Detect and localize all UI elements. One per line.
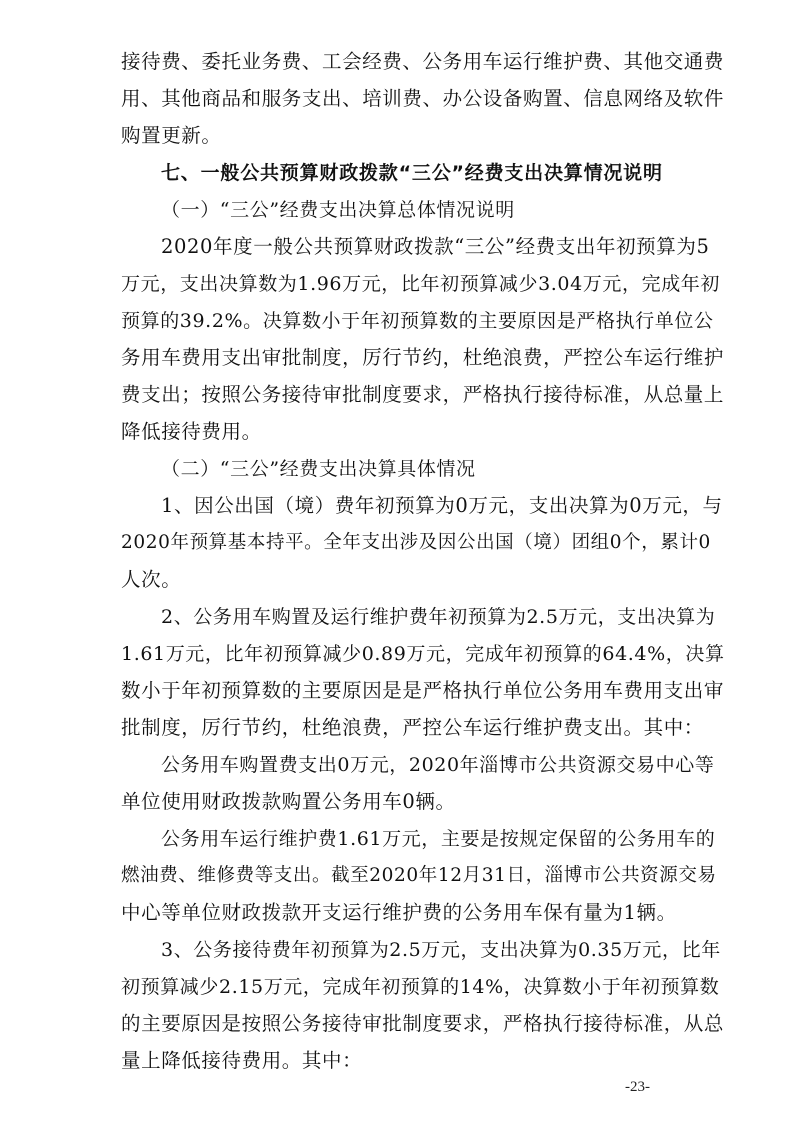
text-line: 单位使用财政拨款购置公务用车0辆。 (121, 790, 456, 813)
text-line: 务用车费用支出审批制度，厉行节约，杜绝浪费，严控公车运行维护 (121, 346, 725, 369)
text-line: 人次。 (121, 568, 182, 591)
text-line: 2020年度一般公共预算财政拨款“三公”经费支出年初预算为5 (161, 235, 710, 258)
page-number: -23- (625, 1079, 650, 1095)
text-line: 批制度，厉行节约，杜绝浪费，严控公车运行维护费支出。其中： (121, 716, 704, 739)
text-line: 数小于年初预算数的主要原因是是严格执行单位公务用车费用支出审 (121, 679, 725, 702)
text-line: 1.61万元，比年初预算减少0.89万元，完成年初预算的64.4%，决算 (121, 643, 725, 665)
text-line: 2、公务用车购置及运行维护费年初预算为2.5万元，支出决算为 (161, 606, 716, 628)
text-line: 初预算减少2.15万元，完成年初预算的14%，决算数小于年初预算数 (121, 976, 720, 998)
text-line: 2020年预算基本持平。全年支出涉及因公出国（境）团组0个，累计0 (121, 532, 711, 553)
text-line: 量上降低接待费用。其中： (121, 1049, 363, 1072)
text-line: 万元，支出决算数为1.96万元，比年初预算减少3.04万元，完成年初 (121, 273, 721, 295)
subsection-heading-two: （二）“三公”经费支出决算具体情况 (161, 458, 476, 480)
section-heading-seven: 七、一般公共预算财政拨款“三公”经费支出决算情况说明 (161, 162, 663, 184)
text-line: 用、其他商品和服务支出、培训费、办公设备购置、信息网络及软件 (121, 87, 725, 110)
text-line: 接待费、委托业务费、工会经费、公务用车运行维护费、其他交通费 (121, 50, 725, 73)
text-line: 购置更新。 (121, 124, 222, 147)
text-line: 中心等单位财政拨款开支运行维护费的公务用车保有量为1辆。 (121, 901, 677, 924)
text-line: 公务用车运行维护费1.61万元，主要是按规定保留的公务用车的 (161, 828, 716, 850)
text-line: 的主要原因是按照公务接待审批制度要求，严格执行接待标准，从总 (121, 1012, 725, 1035)
text-line: 费支出；按照公务接待审批制度要求，严格执行接待标准，从总量上 (121, 383, 725, 406)
text-line: 燃油费、维修费等支出。截至2020年12月31日，淄博市公共资源交易 (121, 865, 717, 886)
text-line: 公务用车购置费支出0万元，2020年淄博市公共资源交易中心等 (161, 754, 715, 776)
text-line: 降低接待费用。 (121, 420, 262, 443)
text-line: 3、公务接待费年初预算为2.5万元，支出决算为0.35万元，比年 (161, 939, 721, 961)
subsection-heading-one: （一）“三公”经费支出决算总体情况说明 (161, 199, 515, 221)
text-line: 预算的39.2%。决算数小于年初预算数的主要原因是严格执行单位公 (121, 310, 714, 332)
text-line: 1、因公出国（境）费年初预算为0万元，支出决算为0万元，与 (161, 494, 723, 517)
